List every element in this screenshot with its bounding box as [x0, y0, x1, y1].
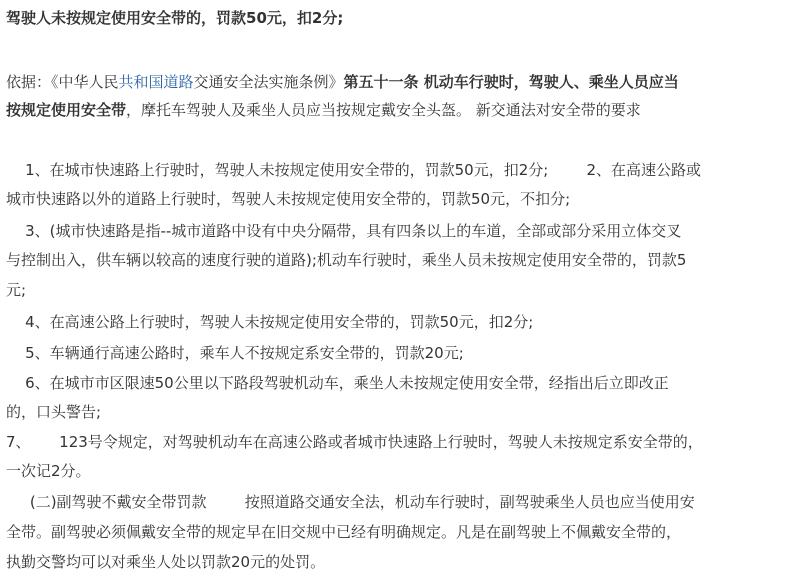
rule-line: 与控制出入，供车辆以较高的速度行驶的道路);机动车行驶时，乘坐人员未按规定使用安全带的，罚款5: [6, 251, 687, 269]
rule-line: 1、在城市快速路上行驶时，驾驶人未按规定使用安全带的，罚款50元，扣2分; 2、在高速公路或: [6, 161, 701, 179]
basis-mid: 交通安全法实施条例》: [193, 73, 344, 91]
rule-line: 7、 123号令规定，对驾驶机动车在高速公路或者城市快速路上行驶时，驾驶人未按规定系安全带的，: [6, 433, 703, 451]
basis-bold-2: 按规定使用安全带: [6, 101, 127, 119]
title-text: 驾驶人未按规定使用安全带的，罚款50元，扣2分;: [6, 9, 344, 27]
basis-rest: ，摩托车驾驶人及乘坐人员应当按规定戴安全头盔。 新交通法对安全带的要求: [126, 101, 641, 119]
rule-line: 5、车辆通行高速公路时，乘车人不按规定系安全带的，罚款20元;: [6, 344, 464, 362]
basis-line-2: [6, 100, 641, 120]
rule-line: 6、在城市市区限速50公里以下路段驾驶机动车，乘坐人未按规定使用安全带，经指出后立即改正: [6, 374, 669, 392]
rule-line: 一次记2分。: [6, 462, 91, 480]
rule-line: (二)副驾驶不戴安全带罚款 按照道路交通安全法，机动车行驶时，副驾驶乘坐人员也应当使用安: [6, 493, 695, 511]
rule-line: 3、(城市快速路是指--城市道路中设有中央分隔带，具有四条以上的车道，全部或部分采用立体交叉: [6, 222, 682, 240]
basis-prefix: 依据：《中华人民: [6, 73, 119, 91]
basis-line-1: [6, 72, 679, 92]
rule-line: 全带。副驾驶必须佩戴安全带的规定早在旧交规中已经有明确规定。凡是在副驾驶上不佩戴安全带的，: [6, 523, 682, 541]
rule-line: 执勤交警均可以对乘坐人处以罚款20元的处罚。: [6, 553, 326, 571]
rule-line: 城市快速路以外的道路上行驶时，驾驶人未按规定使用安全带的，罚款50元，不扣分;: [6, 190, 571, 208]
rule-line: 4、在高速公路上行驶时，驾驶人未按规定使用安全带的，罚款50元，扣2分;: [6, 313, 534, 331]
rule-line: 元;: [6, 281, 27, 299]
law-link[interactable]: 共和国道路: [118, 73, 194, 91]
rule-line: 的，口头警告;: [6, 403, 102, 421]
basis-bold-1: 第五十一条 机动车行驶时，驾驶人、乘坐人员应当: [343, 73, 679, 91]
